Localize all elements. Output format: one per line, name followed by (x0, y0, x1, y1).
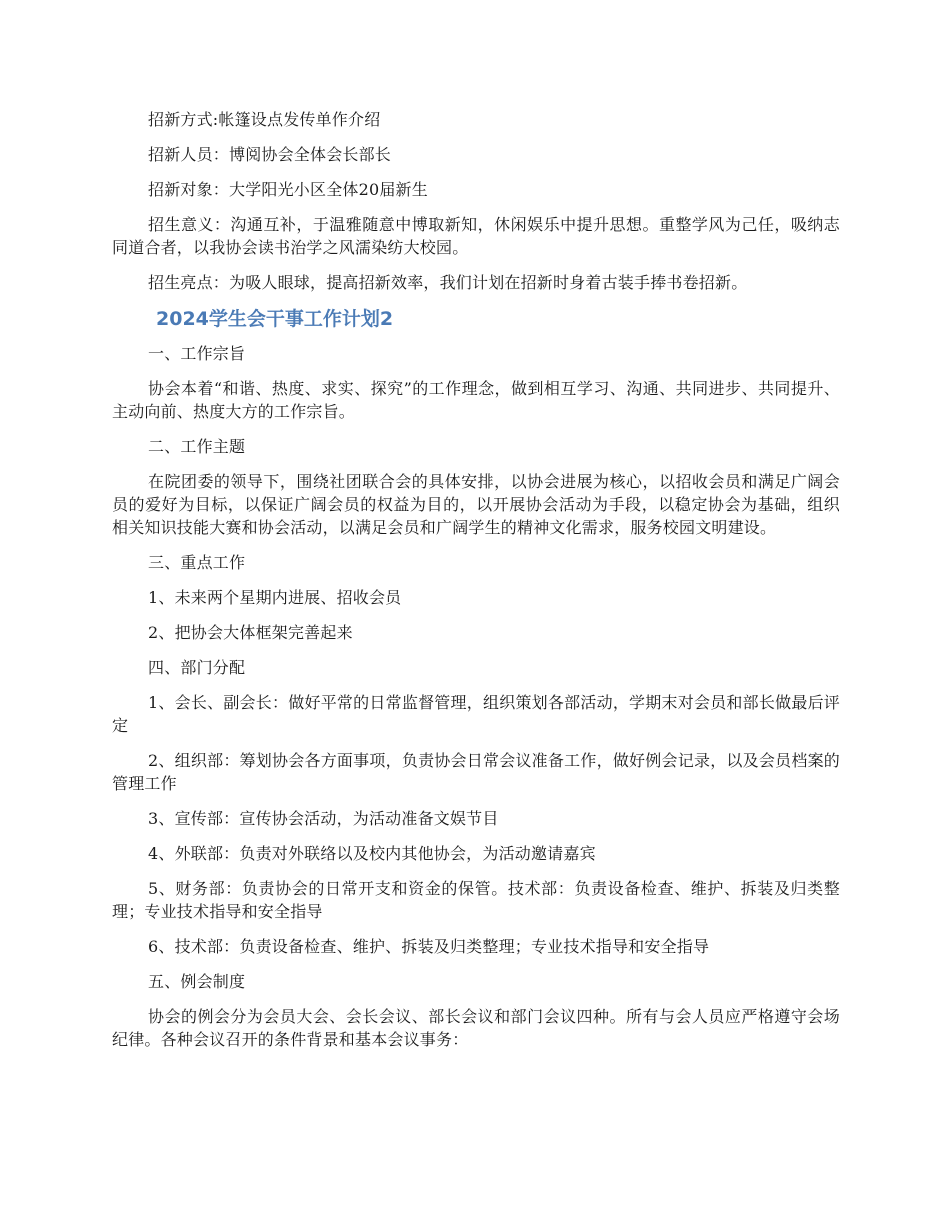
section-title: 2024学生会干事工作计划2 (156, 308, 394, 330)
intro-paragraph-recruit-highlight: 招生亮点：为吸人眼球，提高招新效率，我们计划在招新时身着古装手捧书卷招新。 (148, 273, 748, 292)
list-item-department-1: 1、会长、副会长：做好平常的日常监督管理，组织策划各部活动，学期末对会员和部长做最后评定 (112, 693, 840, 735)
intro-paragraph-recruit-target: 招新对象：大学阳光小区全体20届新生 (148, 180, 428, 199)
list-item-department-5: 5、财务部：负责协会的日常开支和资金的保管。技术部：负责设备检查、维护、拆装及归类整理；专业技术指导和安全指导 (112, 879, 840, 921)
intro-paragraph-recruit-method: 招新方式:帐篷设点发传单作介绍 (148, 110, 381, 129)
document-page (112, 108, 840, 1063)
list-item-key-work-2: 2、把协会大体框架完善起来 (148, 623, 353, 642)
list-item-department-2: 2、组织部：筹划协会各方面事项，负责协会日常会议准备工作，做好例会记录，以及会员档案的管理工作 (112, 751, 840, 793)
subheading-meeting-system: 五、例会制度 (148, 972, 246, 991)
subheading-work-theme: 二、工作主题 (148, 437, 246, 456)
list-item-department-6: 6、技术部：负责设备检查、维护、拆装及归类整理；专业技术指导和安全指导 (148, 937, 710, 956)
subheading-department-assignment: 四、部门分配 (148, 658, 246, 677)
intro-paragraph-recruit-staff: 招新人员：博阅协会全体会长部长 (148, 145, 392, 164)
intro-paragraph-recruit-meaning: 招生意义：沟通互补，于温雅随意中博取新知，休闲娱乐中提升思想。重整学风为己任，吸纳志同道合者，以我协会读书治学之风濡染纺大校园。 (112, 215, 840, 257)
subheading-work-purpose: 一、工作宗旨 (148, 344, 246, 363)
paragraph-meeting-system: 协会的例会分为会员大会、会长会议、部长会议和部门会议四种。所有与会人员应严格遵守会场纪律。各种会议召开的条件背景和基本会议事务： (112, 1007, 840, 1049)
list-item-department-4: 4、外联部：负责对外联络以及校内其他协会，为活动邀请嘉宾 (148, 844, 596, 863)
subheading-key-work: 三、重点工作 (148, 553, 246, 572)
paragraph-work-purpose: 协会本着“和谐、热度、求实、探究”的工作理念，做到相互学习、沟通、共同进步、共同提升、主动向前、热度大方的工作宗旨。 (112, 379, 840, 421)
list-item-key-work-1: 1、未来两个星期内进展、招收会员 (148, 588, 402, 607)
paragraph-work-theme: 在院团委的领导下，围绕社团联合会的具体安排，以协会进展为核心，以招收会员和满足广阔会员的爱好为目标，以保证广阔会员的权益为目的，以开展协会活动为手段，以稳定协会为基础，组织相关知识技能大赛和协会活动，以满足会员和广阔学生的精神文化需求，服务校园文明建设。 (112, 472, 840, 537)
list-item-department-3: 3、宣传部：宣传协会活动，为活动准备文娱节目 (148, 809, 499, 828)
